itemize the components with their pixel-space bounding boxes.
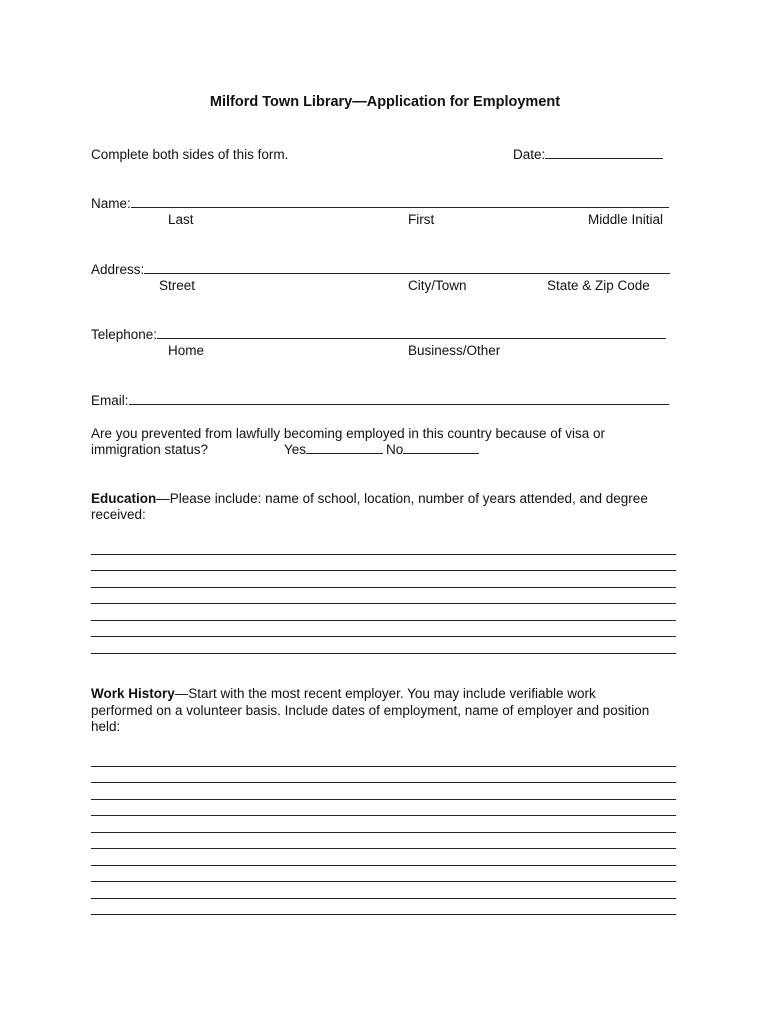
education-answer-line[interactable]	[91, 603, 676, 604]
name-blank[interactable]	[131, 196, 669, 208]
telephone-label: Telephone:	[91, 327, 158, 342]
work-history-answer-line[interactable]	[91, 832, 676, 833]
name-sublabel-first: First	[408, 212, 435, 227]
instructions-text: Complete both sides of this form.	[91, 147, 289, 162]
work-history-answer-line[interactable]	[91, 881, 676, 882]
visa-no-blank[interactable]	[403, 442, 479, 454]
education-text: —Please include: name of school, location, number of years attended, and degree	[156, 491, 648, 506]
address-sublabel-city: City/Town	[408, 278, 467, 293]
visa-question-line1: Are you prevented from lawfully becoming employed in this country because of visa or	[91, 426, 606, 441]
address-blank[interactable]	[144, 262, 670, 274]
name-sublabel-middle: Middle Initial	[588, 212, 664, 227]
work-history-answer-line[interactable]	[91, 815, 676, 816]
education-answer-line[interactable]	[91, 620, 676, 621]
work-history-text: —Start with the most recent employer. You may include verifiable work	[174, 686, 596, 701]
visa-yes-label: Yes	[284, 442, 307, 457]
telephone-blank[interactable]	[157, 327, 666, 339]
work-history-instructions-line2: performed on a volunteer basis. Include dates of employment, name of employer and position	[91, 703, 650, 718]
work-history-answer-line[interactable]	[91, 898, 676, 899]
address-field[interactable]	[91, 262, 670, 278]
name-field[interactable]	[91, 196, 669, 212]
telephone-sublabel-business: Business/Other	[408, 343, 501, 358]
education-heading: Education	[91, 491, 157, 506]
education-answer-line[interactable]	[91, 636, 676, 637]
email-label: Email:	[91, 393, 129, 408]
visa-no-field[interactable]	[386, 442, 479, 458]
work-history-answer-line[interactable]	[91, 766, 676, 767]
work-history-answer-line[interactable]	[91, 848, 676, 849]
visa-question-line2: immigration status?	[91, 442, 209, 457]
form-title: Milford Town Library—Application for Employment	[209, 94, 561, 110]
education-answer-line[interactable]	[91, 570, 676, 571]
work-history-answer-line[interactable]	[91, 865, 676, 866]
work-history-instructions-line1	[91, 686, 596, 702]
address-label: Address:	[91, 262, 145, 277]
address-sublabel-state: State & Zip Code	[547, 278, 650, 293]
visa-yes-field[interactable]	[284, 442, 383, 458]
date-label: Date:	[513, 147, 546, 162]
education-answer-line[interactable]	[91, 587, 676, 588]
email-blank[interactable]	[129, 393, 669, 405]
work-history-answer-line[interactable]	[91, 914, 676, 915]
work-history-answer-line[interactable]	[91, 799, 676, 800]
address-sublabel-street: Street	[159, 278, 196, 293]
email-field[interactable]	[91, 393, 669, 409]
education-answer-line[interactable]	[91, 554, 676, 555]
education-instructions-line1	[91, 491, 648, 507]
visa-no-label: No	[386, 442, 404, 457]
telephone-sublabel-home: Home	[168, 343, 205, 358]
work-history-heading: Work History	[91, 686, 175, 701]
work-history-answer-line[interactable]	[91, 782, 676, 783]
name-sublabel-last: Last	[168, 212, 194, 227]
education-instructions-line2: received:	[91, 507, 146, 522]
work-history-instructions-line3: held:	[91, 719, 121, 734]
date-field[interactable]	[513, 147, 663, 163]
name-label: Name:	[91, 196, 131, 211]
education-answer-line[interactable]	[91, 653, 676, 654]
visa-yes-blank[interactable]	[306, 442, 383, 454]
date-blank[interactable]	[545, 147, 663, 159]
telephone-field[interactable]	[91, 327, 666, 343]
